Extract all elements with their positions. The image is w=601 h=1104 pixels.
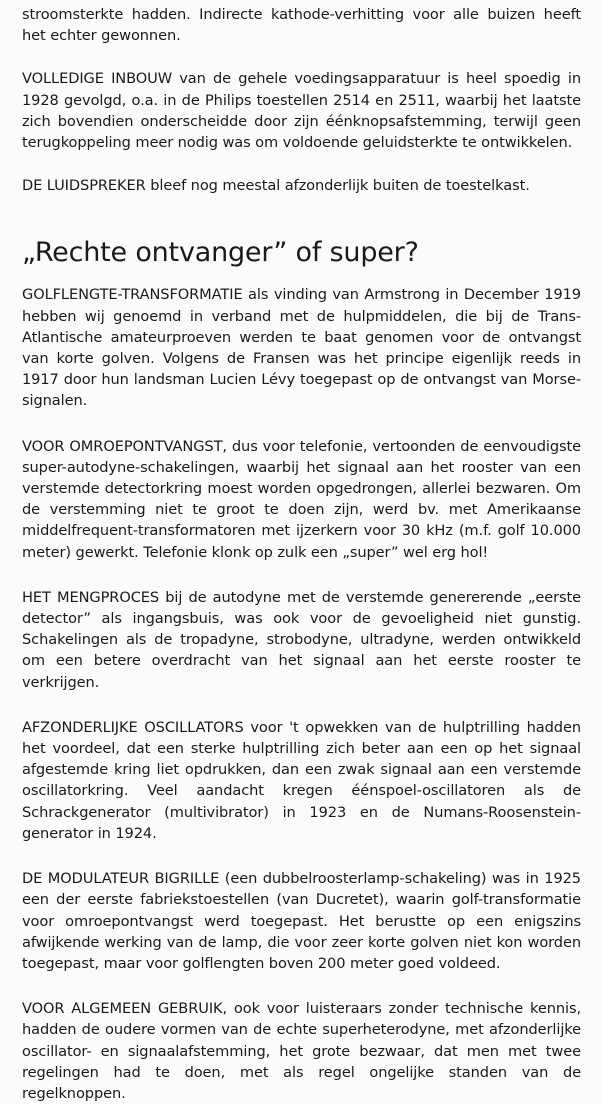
paragraph-text: (een dubbelroosterlamp-schakeling) was in 1925 een der eerste fabriekstoestellen (van Ducretet), waarin golf-transformatie voor omroepontvangst werd toegepast. Het berustte op een enigszins afwijkende werking van de lamp, die voor zeer korte golven niet kon worden toegepast, maar voor golflengten boven 200 meter goed voldeed. [22,870,581,972]
paragraph-continued [22,4,581,46]
paragraph-algemeen-gebruik [22,998,581,1104]
paragraph-lead: AFZONDERLIJKE OSCILLATORS [22,718,244,736]
paragraph-lead: VOOR ALGEMEEN GEBRUIK, [22,1000,228,1018]
paragraph-volledige-inbouw [22,68,581,153]
paragraph-text: stroomsterkte hadden. Indirecte kathode-verhitting voor alle buizen heeft het echter gewonnen. [22,6,581,45]
paragraph-lead: DE LUIDSPREKER [22,177,146,195]
paragraph-lead: DE MODULATEUR BIGRILLE [22,870,220,888]
paragraph-omroepontvangst [22,436,581,563]
paragraph-lead: HET MENGPROCES [22,588,160,606]
paragraph-lead: GOLFLENGTE-TRANSFORMATIE [22,286,243,304]
paragraph-text: voor 't opwekken van de hulptrilling hadden het voordeel, dat een sterke hulptrilling zich beter aan een op het signaal afgestemde kring liet opdrukken, dan een zwak signaal aan een verstemde oscillatorkring. Veel aandacht kregen éénspoel-oscillatoren als de Schrackgenerator (multivibrator) in 1923 en de Numans-Roosenstein-generator in 1924. [22,718,581,842]
paragraph-modulateur-bigrille [22,868,581,974]
section-heading: „Rechte ontvanger” of super? [22,237,419,269]
paragraph-mengproces [22,587,581,693]
paragraph-text: bleef nog meestal afzonderlijk buiten de toestelkast. [145,177,530,195]
paragraph-lead: VOLLEDIGE INBOUW [22,70,173,88]
paragraph-oscillators [22,717,581,844]
paragraph-luidspreker [22,175,581,196]
paragraph-text: van de gehele voedingsapparatuur is heel spoedig in 1928 gevolgd, o.a. in de Philips toestellen 2514 en 2511, waarbij het laatste zich bovendien onderscheidde door zijn éénknopsafstemming, terwijl geen terugkoppeling meer nodig was om voldoende geluidsterkte te ontwikkelen. [22,70,581,152]
paragraph-text: dus voor telefonie, vertoonden de eenvoudigste super-autodyne-schakelingen, waarbij het signaal aan het rooster van een verstemde detectorkring moest worden opgedrongen, allerlei bezwaren. Om de verstemming niet te groot te doen zijn, werd bv. met Amerikaanse middelfrequent-transformatoren met ijzerkern voor 30 kHz (m.f. golf 10.000 meter) gewerkt. Telefonie klonk op zulk een „super” wel erg hol! [22,437,581,561]
paragraph-text: ook voor luisteraars zonder technische kennis, hadden de oudere vormen van de echte superheterodyne, met afzonderlijke oscillator- en signaalafstemming, het grote bezwaar, dat men met twee regelingen had te doen, met als regel ongelijke standen van de regelknoppen. [22,1000,581,1102]
paragraph-text: als vinding van Armstrong in December 1919 hebben wij genoemd in verband met de hulpmiddelen, die bij de Trans-Atlantische amateurproeven werden te baat genomen voor de ontvangst van korte golven. Volgens de Fransen was het principe eigenlijk reeds in 1917 door hun landsman Lucien Lévy toegepast op de ontvangst van Morse-signalen. [22,286,581,410]
paragraph-text: bij de autodyne met de verstemde genererende „eerste detector” als ingangsbuis, was ook voor de gevoeligheid niet gunstig. Schakelingen als de tropadyne, strobodyne, ultradyne, werden ontwikkeld om een betere overdracht van het signaal aan het eerste rooster te verkrijgen. [22,588,581,691]
paragraph-lead: VOOR OMROEPONTVANGST, [22,437,227,455]
paragraph-golflengte-transformatie [22,284,581,411]
